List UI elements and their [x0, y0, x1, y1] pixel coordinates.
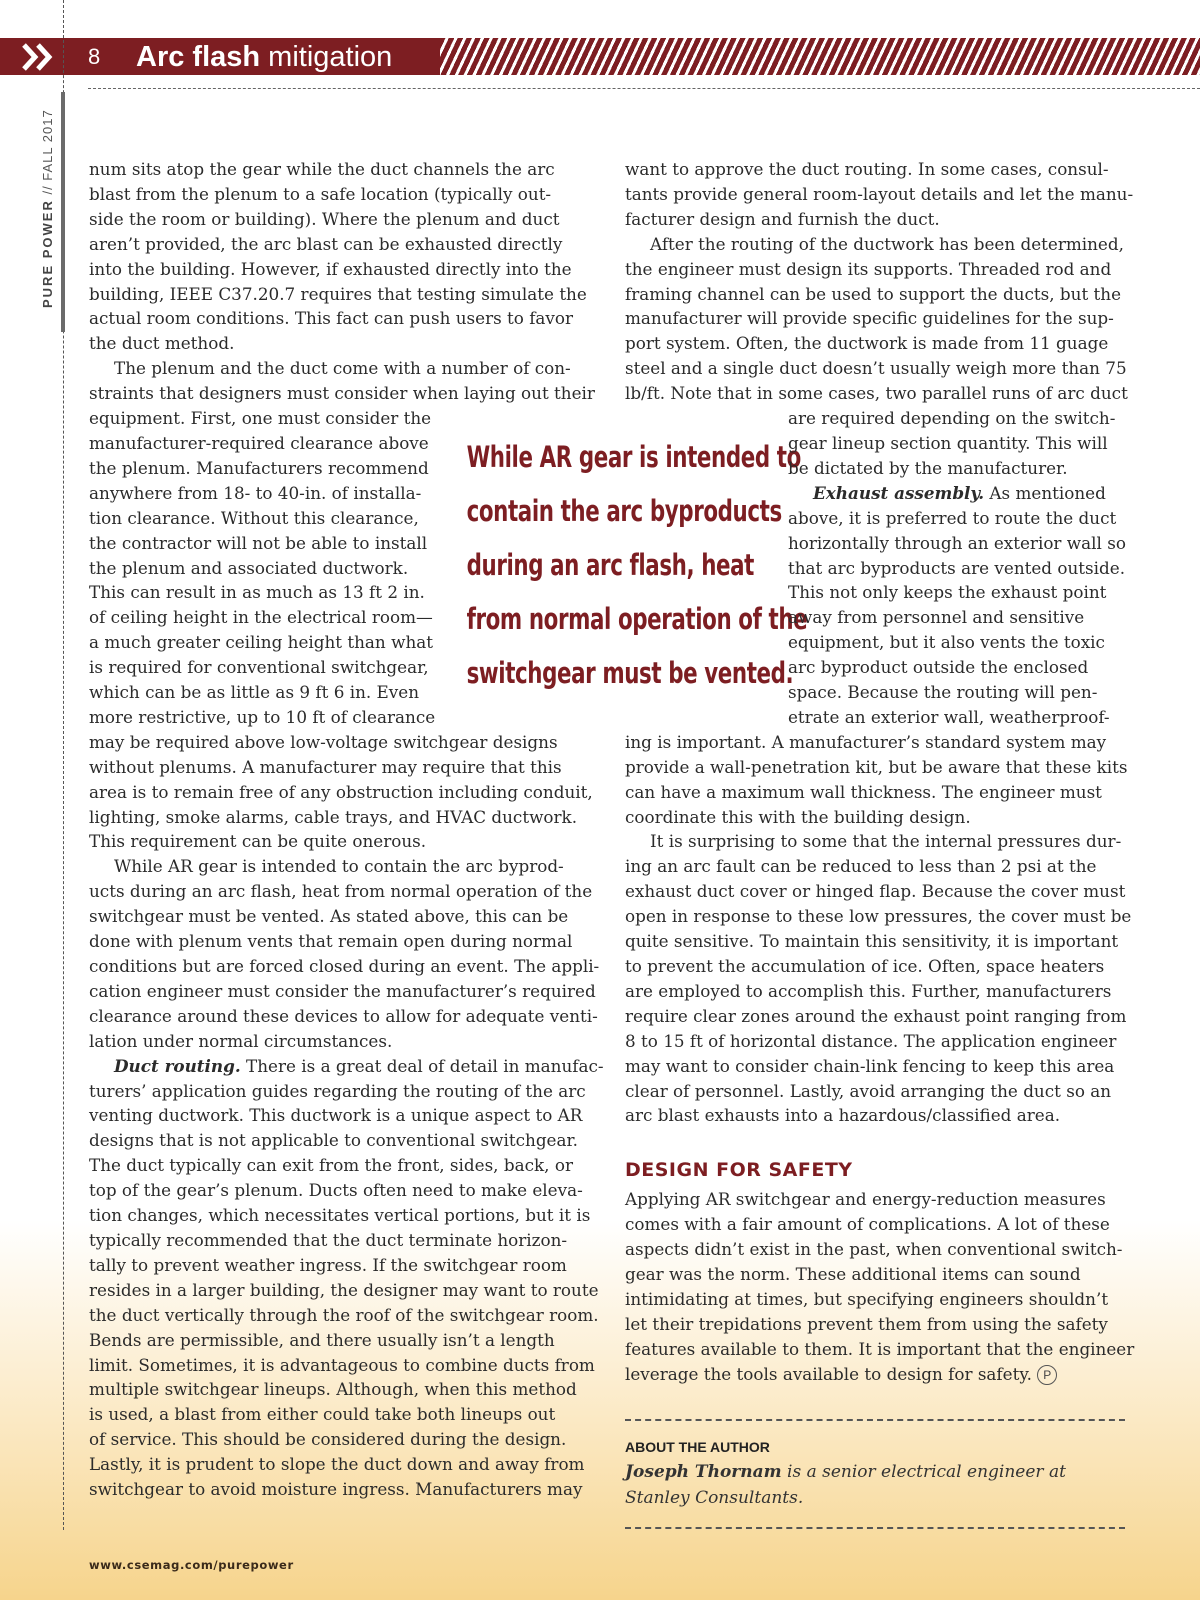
text-line: area is to remain free of any obstruction including conduit, — [89, 781, 593, 802]
text-line: turers’ application guides regarding the routing of the arc — [89, 1080, 586, 1101]
text-line: equipment. First, one must consider the — [89, 408, 432, 429]
text-line: port system. Often, the ductwork is made from 11 guage — [625, 333, 1109, 354]
text-line: the duct vertically through the roof of the switchgear room. — [89, 1304, 599, 1325]
text-line: conditions but are forced closed during an event. The appli- — [89, 956, 600, 976]
text-line: tants provide general room-layout details and let the manu- — [625, 183, 1134, 204]
text-line: the plenum and associated ductwork. — [89, 557, 409, 578]
text-line: Bends are permissible, and there usually isn’t a length — [89, 1329, 555, 1350]
text-line: gear was the norm. These additional items can sound — [625, 1263, 1081, 1284]
pull-quote-line: during an arc flash, heat — [466, 548, 755, 582]
text-line: top of the gear’s plenum. Ducts often need to make eleva- — [89, 1180, 583, 1201]
text-line: of service. This should be considered during the design. — [89, 1429, 567, 1450]
text-line: lb/ft. Note that in some cases, two parallel runs of arc duct — [625, 383, 1128, 404]
paragraph — [625, 829, 1132, 1128]
paragraph — [89, 157, 587, 356]
text-line: This can result in as much as 13 ft 2 in. — [89, 582, 425, 603]
paragraph — [625, 481, 1126, 730]
text-line: features available to them. It is important that the engineer — [625, 1338, 1135, 1359]
text-line: clear of personnel. Lastly, avoid arranging the duct so an — [625, 1080, 1112, 1101]
text-line: is used, a blast from either could take both lineups out — [89, 1404, 556, 1425]
pull-quote-line: While AR gear is intended to — [466, 440, 801, 474]
section-title-light: mitigation — [268, 41, 393, 73]
text-line: 8 to 15 ft of horizontal distance. The application engineer — [625, 1030, 1117, 1051]
text-line: intimidating at times, but specifying engineers shouldn’t — [625, 1288, 1109, 1309]
text-line: may want to consider chain-link fencing to keep this area — [625, 1055, 1115, 1076]
text-line: The plenum and the duct come with a number of con- — [114, 358, 571, 379]
text-line: are employed to accomplish this. Further, manufacturers — [625, 980, 1112, 1001]
text-line: exhaust duct cover or hinged flap. Because the cover must — [625, 881, 1126, 902]
text-line: Applying AR switchgear and energy-reduction measures — [625, 1189, 1106, 1210]
top-dashed-rule — [88, 88, 1200, 89]
text-line: into the building. However, if exhausted directly into the — [89, 258, 572, 279]
author-bio — [625, 1459, 1125, 1511]
issue-date: // FALL 2017 — [40, 109, 55, 200]
text-line: switchgear must be vented. As stated above, this can be — [89, 906, 569, 927]
text-line: lighting, smoke alarms, cable trays, and HVAC ductwork. — [89, 806, 578, 827]
text-line: switchgear to avoid moisture ingress. Manufacturers may — [89, 1479, 583, 1500]
pull-quote-line: from normal operation of the — [466, 602, 808, 636]
text-line: straints that designers must consider when laying out their — [89, 383, 595, 404]
text-line: equipment, but it also vents the toxic — [788, 632, 1105, 653]
text-line: blast from the plenum to a safe location (typically out- — [89, 183, 552, 204]
paragraph — [625, 406, 1119, 481]
section-title-bold: Arc flash — [136, 41, 261, 73]
footer-url: www.csemag.com/purepower — [89, 1558, 294, 1572]
text-line: the plenum. Manufacturers recommend — [89, 457, 429, 478]
double-chevron-icon — [20, 42, 60, 72]
page-number: 8 — [88, 44, 101, 69]
text-line: manufacturer will provide specific guidelines for the sup- — [625, 308, 1114, 329]
text-line: require clear zones around the exhaust point ranging from — [625, 1005, 1127, 1026]
paragraph — [625, 157, 1134, 232]
text-line: This requirement can be quite onerous. — [89, 831, 427, 852]
text-line: Lastly, it is prudent to slope the duct down and away from — [89, 1454, 585, 1475]
text-line: aspects didn’t exist in the past, when conventional switch- — [625, 1239, 1123, 1260]
text-line: be dictated by the manufacturer. — [788, 457, 1068, 478]
text-line: ing is important. A manufacturer’s standard system may — [625, 731, 1107, 752]
text-line: actual room conditions. This fact can push users to favor — [89, 308, 574, 329]
text-line: comes with a fair amount of complications. A lot of these — [625, 1214, 1110, 1235]
text-line: While AR gear is intended to contain the arc byprod- — [114, 856, 564, 877]
text-line: the contractor will not be able to install — [89, 532, 428, 553]
text-line: of ceiling height in the electrical room— — [89, 607, 433, 628]
text-line: building, IEEE C37.20.7 requires that testing simulate the — [89, 283, 587, 304]
text-line: let their trepidations prevent them from using the safety — [625, 1313, 1108, 1334]
text-line: lation under normal circumstances. — [89, 1030, 393, 1051]
author-description: is a senior electrical engineer at Stanley Consultants. — [625, 1462, 1066, 1508]
text-line: facturer design and furnish the duct. — [625, 208, 940, 229]
text-line: the duct method. — [89, 333, 235, 354]
pull-quote-line: contain the arc byproducts — [466, 494, 782, 528]
text-line: quite sensitive. To maintain this sensitivity, it is important — [625, 931, 1119, 952]
text-line: It is surprising to some that the internal pressures dur- — [650, 831, 1122, 852]
text-line: steel and a single duct doesn’t usually weigh more than 75 — [625, 358, 1127, 379]
section-header-bar — [0, 38, 1200, 75]
text-line: side the room or building). Where the plenum and duct — [89, 208, 560, 229]
text-line: This not only keeps the exhaust point — [788, 582, 1107, 603]
text-line: more restrictive, up to 10 ft of clearance — [89, 706, 436, 727]
text-line: arc blast exhausts into a hazardous/classified area. — [625, 1105, 1061, 1126]
section-heading-design-for-safety: DESIGN FOR SAFETY — [625, 1159, 853, 1182]
text-line: designs that is not applicable to conventional switchgear. — [89, 1130, 579, 1151]
about-heading: ABOUT THE AUTHOR — [625, 1439, 770, 1455]
pull-quote-line: switchgear must be vented. — [466, 656, 794, 690]
subhead-duct-routing: Duct routing. — [114, 1055, 241, 1076]
text-line — [89, 1054, 604, 1079]
text-line: space. Because the routing will pen- — [788, 682, 1098, 703]
text-line: The duct typically can exit from the front, sides, back, or — [89, 1155, 573, 1176]
paragraph — [625, 232, 1128, 406]
article-column-left — [89, 157, 604, 1502]
text-line: ucts during an arc flash, heat from normal operation of the — [89, 881, 593, 902]
text-line: limit. Sometimes, it is advantageous to combine ducts from — [89, 1354, 595, 1375]
text-line: are required depending on the switch- — [788, 408, 1116, 429]
text-line: etrate an exterior wall, weatherproof- — [788, 706, 1110, 727]
text-line: away from personnel and sensitive — [788, 607, 1085, 628]
text-line: tion changes, which necessitates vertical portions, but it is — [89, 1205, 591, 1226]
text-line: which can be as little as 9 ft 6 in. Even — [89, 682, 420, 703]
text-line: framing channel can be used to support the ducts, but the — [625, 283, 1122, 304]
text-line: multiple switchgear lineups. Although, when this method — [89, 1379, 577, 1400]
paragraph — [89, 854, 600, 1053]
text-line: clearance around these devices to allow for adequate venti- — [89, 1005, 598, 1026]
sidebar-accent-bar — [61, 92, 65, 332]
text-line — [625, 1362, 1119, 1387]
magazine-issue-label — [40, 109, 55, 308]
end-of-article-icon: P — [1037, 1365, 1057, 1385]
text-line: done with plenum vents that remain open during normal — [89, 931, 573, 952]
text-line: tally to prevent weather ingress. If the switchgear room — [89, 1254, 567, 1275]
text-line: cation engineer must consider the manufacturer’s required — [89, 980, 596, 1001]
text-line — [788, 481, 1119, 506]
header-stripes — [440, 38, 1200, 75]
text-line: open in response to these low pressures, the cover must be — [625, 906, 1132, 927]
paragraph — [625, 730, 1128, 830]
text-line: to prevent the accumulation of ice. Often, space heaters — [625, 956, 1105, 976]
text-line: provide a wall-penetration kit, but be aware that these kits — [625, 756, 1128, 777]
text-line: coordinate this with the building design. — [625, 806, 971, 827]
text-line: typically recommended that the duct terminate horizon- — [89, 1229, 568, 1250]
text-run: As mentioned — [984, 482, 1106, 503]
text-line: want to approve the duct routing. In some cases, consul- — [625, 159, 1109, 179]
text-line: can have a maximum wall thickness. The engineer must — [625, 781, 1102, 802]
text-line: horizontally through an exterior wall so — [788, 532, 1126, 553]
text-line: arc byproduct outside the enclosed — [788, 657, 1089, 678]
text-line: a much greater ceiling height than what — [89, 632, 433, 653]
text-line: anywhere from 18- to 40-in. of installa- — [89, 482, 422, 503]
text-line: resides in a larger building, the designer may want to route — [89, 1279, 599, 1300]
text-line: above, it is preferred to route the duct — [788, 507, 1117, 528]
text-line: without plenums. A manufacturer may require that this — [89, 756, 562, 777]
text-run: leverage the tools available to design for safety. — [625, 1363, 1038, 1384]
text-line: tion clearance. Without this clearance, — [89, 507, 419, 528]
text-line: is required for conventional switchgear, — [89, 657, 429, 678]
text-run: There is a great deal of detail in manufac- — [240, 1055, 604, 1076]
paragraph — [89, 1054, 604, 1502]
subhead-exhaust-assembly: Exhaust assembly. — [813, 482, 985, 503]
text-line: aren’t provided, the arc blast can be exhausted directly — [89, 233, 563, 254]
about-the-author — [625, 1419, 1125, 1529]
text-line: ing an arc fault can be reduced to less than 2 psi at the — [625, 856, 1097, 877]
text-line: After the routing of the ductwork has been determined, — [650, 233, 1124, 254]
text-line: gear lineup section quantity. This will — [788, 432, 1108, 453]
author-name: Joseph Thornam — [625, 1462, 782, 1482]
text-line: may be required above low-voltage switchgear designs — [89, 731, 558, 752]
paragraph — [625, 1187, 1135, 1386]
magazine-name: PURE POWER — [40, 199, 55, 308]
text-line: manufacturer-required clearance above — [89, 432, 429, 453]
article-column-right — [625, 157, 1135, 1387]
section-title — [136, 39, 392, 75]
text-line: num sits atop the gear while the duct channels the arc — [89, 159, 555, 179]
text-line: that arc byproducts are vented outside. — [788, 557, 1126, 578]
text-line: venting ductwork. This ductwork is a unique aspect to AR — [89, 1105, 583, 1126]
text-line: the engineer must design its supports. Threaded rod and — [625, 258, 1112, 279]
